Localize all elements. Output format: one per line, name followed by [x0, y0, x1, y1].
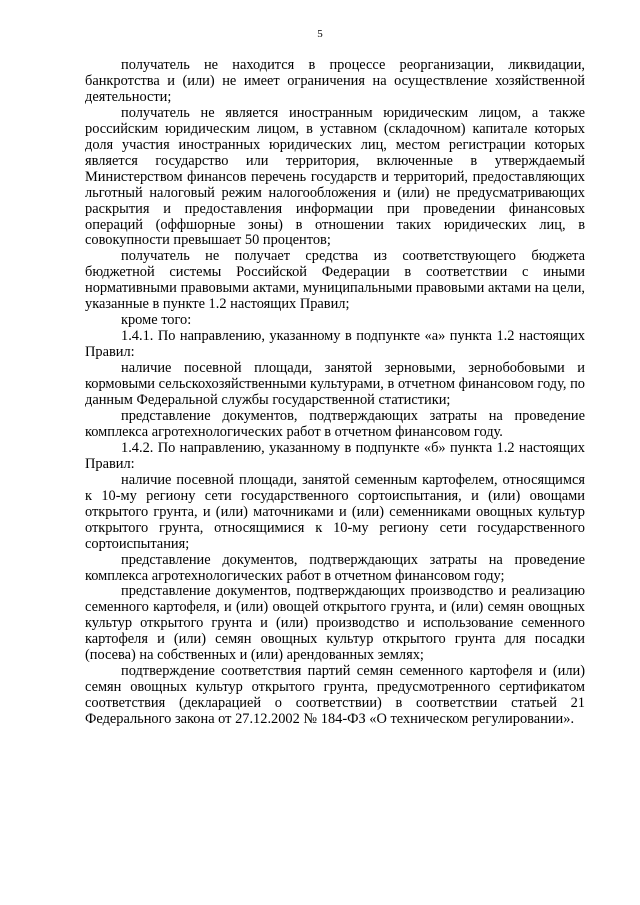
- paragraph-production-sales-documents: представление документов, подтверждающих производство и реализацию семенного картофеля, и (или) овощей открытого грунта, и (или) семян овощных культур открытого грунта и (или) производство и использование семенного картофеля и (или) семян овощных культур открытого грунта для посадки (посева) на собственных и (или) арендованных землях;: [85, 583, 585, 664]
- document-body: [85, 58, 585, 728]
- paragraph-agrotech-costs-documents: представление документов, подтверждающих затраты на проведение комплекса агротехнологических работ в отчетном финансовом году.: [85, 407, 585, 440]
- paragraph-additionally: кроме того:: [121, 312, 192, 329]
- paragraph-no-reorganization: получатель не находится в процессе реорганизации, ликвидации, банкротства и (или) не имеет ограничения на осуществление хозяйственной деятельности;: [85, 57, 585, 105]
- clause-1-4-2-heading: 1.4.2. По направлению, указанному в подпункте «б» пункта 1.2 настоящих Правил:: [85, 439, 585, 472]
- page-number: 5: [317, 28, 323, 40]
- paragraph-no-other-budget-funds: получатель не получает средства из соответствующего бюджета бюджетной системы Российской Федерации в соответствии с иными нормативными правовыми актами, муниципальными правовыми актами на цели, указанные в пункте 1.2 настоящих Правил;: [85, 248, 585, 313]
- paragraph-grain-sown-area: наличие посевной площади, занятой зерновыми, зернобобовыми и кормовыми сельскохозяйственными культурами, в отчетном финансовом году, по данным Федеральной службы государственной статистики;: [85, 360, 585, 409]
- paragraph-not-foreign-entity: получатель не является иностранным юридическим лицом, а также российским юридическим лицом, в уставном (складочном) капитале которых доля участия иностранных юридических лиц, местом регистрации которых является государство или территория, включенные в утверждаемый Министерством финансов перечень государств и территорий, предоставляющих льготный налоговый режим налогообложения и (или) не предусматривающих раскрытия и предоставления информации при проведении финансовых операций (оффшорные зоны) в отношении таких юридических лиц, в совокупности превышает 50 процентов;: [85, 104, 585, 249]
- paragraph-seed-conformity-confirmation: подтверждение соответствия партий семян семенного картофеля и (или) семян овощных культур открытого грунта, предусмотренного сертификатом соответствия (декларацией о соответствии) в соответствии статьей 21 Федерального закона от 27.12.2002 № 184-ФЗ «О техническом регулировании».: [85, 663, 585, 728]
- paragraph-potato-vegetable-sown-area: наличие посевной площади, занятой семенным картофелем, относящимся к 10-му региону сети государственного сортоиспытания, и (или) овощами открытого грунта, и (или) маточниками и (или) семенниками овощных культур открытого грунта, относящимися к 10-му региону сети государственного сортоиспытания;: [85, 471, 585, 552]
- clause-1-4-1-heading: 1.4.1. По направлению, указанному в подпункте «а» пункта 1.2 настоящих Правил:: [85, 328, 585, 361]
- paragraph-agrotech-costs-documents-2: представление документов, подтверждающих затраты на проведение комплекса агротехнологических работ в отчетном финансовом году;: [85, 551, 585, 584]
